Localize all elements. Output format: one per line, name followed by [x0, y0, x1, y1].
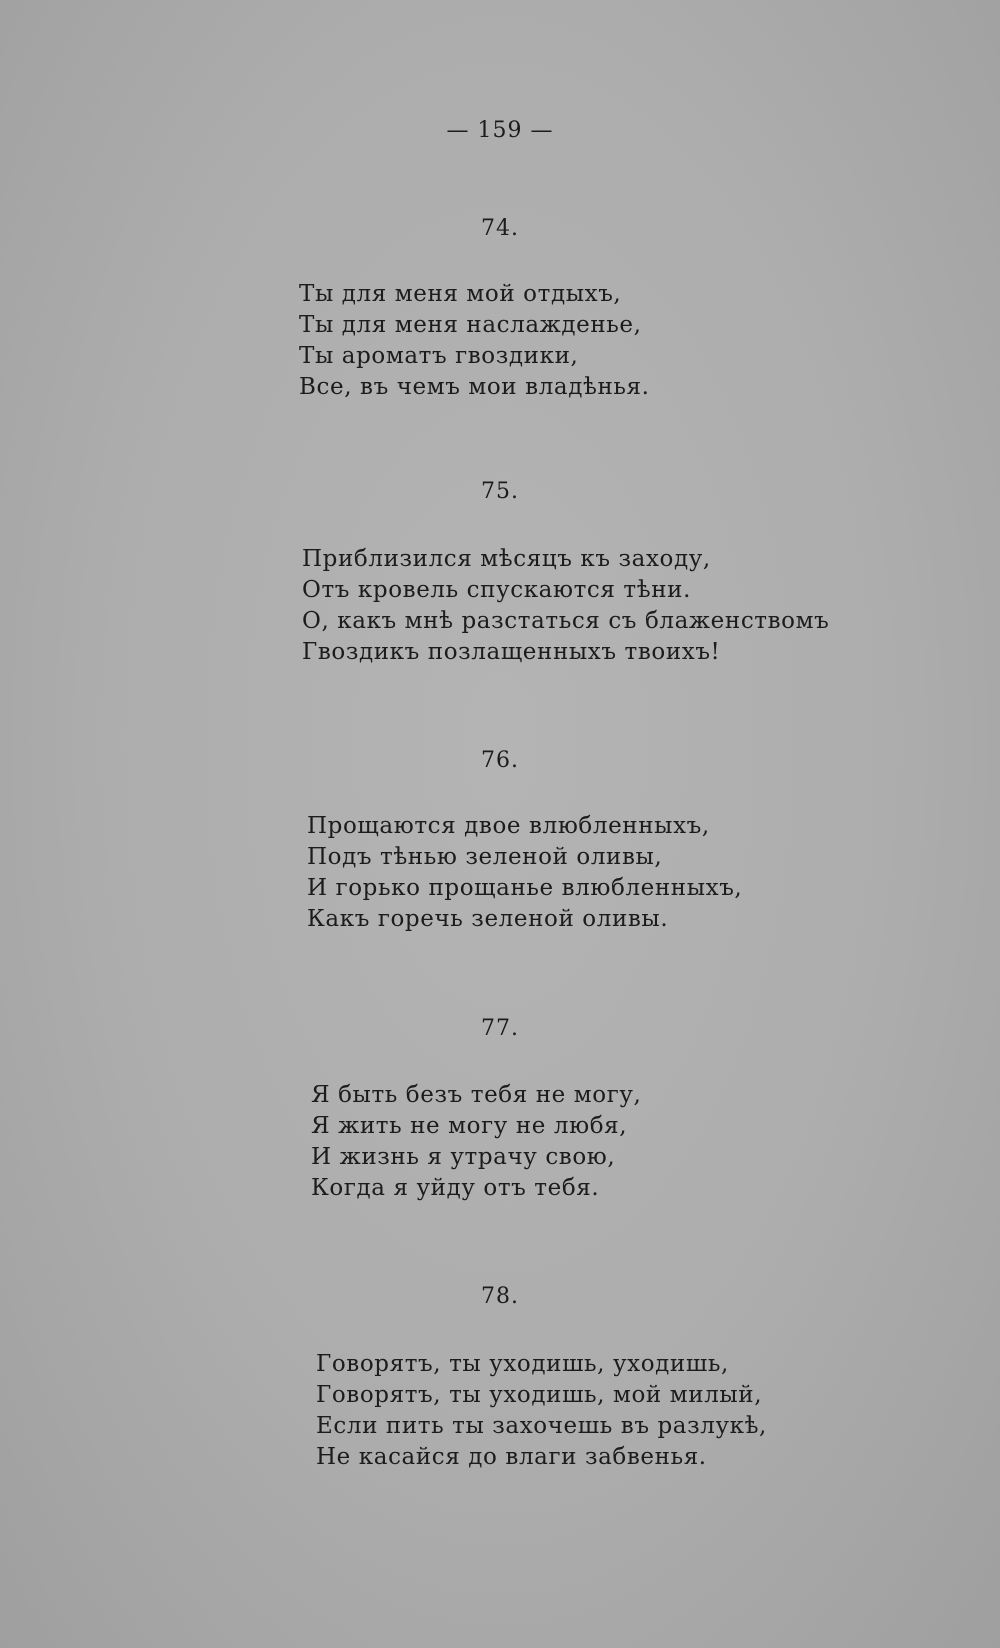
poem-stanza [299, 279, 650, 403]
poem-line: Все, въ чемъ мои владѣнья. [299, 374, 650, 400]
poem-stanza [302, 544, 829, 668]
page-number: — 159 — [446, 118, 554, 143]
poem-line: О, какъ мнѣ разстаться съ блаженствомъ [302, 608, 830, 634]
poem-number: 78. [481, 1284, 519, 1309]
poem-line: И горько прощанье влюбленныхъ, [307, 875, 743, 901]
poem-line: Подъ тѣнью зеленой оливы, [307, 844, 663, 870]
poem-line: Отъ кровель спускаются тѣни. [302, 577, 691, 603]
poem-stanza [307, 811, 742, 935]
poem-line: Говорятъ, ты уходишь, мой милый, [316, 1382, 763, 1408]
poem-line: Прощаются двое влюбленныхъ, [307, 813, 710, 839]
poem-line: Я жить не могу не любя, [311, 1113, 628, 1139]
poem-line: Гвоздикъ позлащенныхъ твоихъ! [302, 639, 721, 665]
poem-stanza [311, 1080, 641, 1204]
poem-line: Ты для меня наслажденье, [299, 312, 642, 338]
poem-number: 74. [481, 216, 519, 241]
poem-line: Я быть безъ тебя не могу, [311, 1082, 642, 1108]
poem-line: Приблизился мѣсяцъ къ заходу, [302, 546, 711, 572]
poem-number: 76. [481, 748, 519, 773]
poem-line: Ты для меня мой отдыхъ, [299, 281, 622, 307]
poem-line: Не касайся до влаги забвенья. [316, 1444, 707, 1470]
poem-line: Если пить ты захочешь въ разлукѣ, [316, 1413, 767, 1439]
poem-number: 77. [481, 1016, 519, 1041]
poem-number: 75. [481, 479, 519, 504]
poem-line: Какъ горечь зеленой оливы. [307, 906, 669, 932]
poem-line: Когда я уйду отъ тебя. [311, 1175, 600, 1201]
poem-line: Говорятъ, ты уходишь, уходишь, [316, 1351, 729, 1377]
poem-stanza [316, 1349, 767, 1473]
poem-line: Ты ароматъ гвоздики, [299, 343, 579, 369]
poem-line: И жизнь я утрачу свою, [311, 1144, 616, 1170]
